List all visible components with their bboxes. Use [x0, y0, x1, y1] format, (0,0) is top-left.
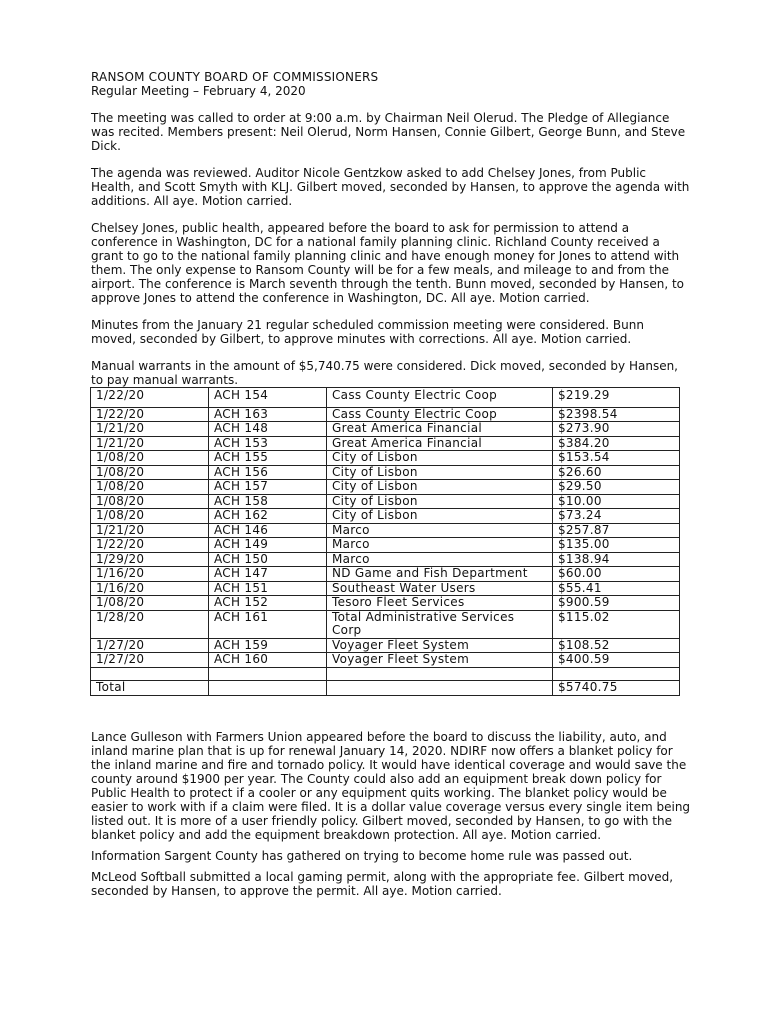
warrant-ach-number: ACH 149	[209, 538, 327, 553]
warrant-amount: $135.00	[553, 538, 680, 553]
table-row	[91, 451, 680, 466]
warrant-date: 1/08/20	[91, 509, 209, 524]
warrant-date: 1/08/20	[91, 480, 209, 495]
warrant-amount: $60.00	[553, 567, 680, 582]
warrant-date: 1/22/20	[91, 407, 209, 422]
paragraph-agenda: The agenda was reviewed. Auditor Nicole Gentzkow asked to add Chelsey Jones, from Public Health, and Scott Smyth with KLJ. Gilbert moved, seconded by Hansen, to approve the agenda with additions. All aye. Motion carried.	[91, 166, 690, 208]
table-row	[91, 596, 680, 611]
warrant-vendor: Marco	[327, 523, 553, 538]
warrant-ach-number: ACH 146	[209, 523, 327, 538]
warrant-ach-number: ACH 150	[209, 552, 327, 567]
table-cell	[553, 667, 680, 680]
warrant-amount: $384.20	[553, 436, 680, 451]
warrant-vendor: City of Lisbon	[327, 465, 553, 480]
warrant-ach-number: ACH 163	[209, 407, 327, 422]
table-row-total	[91, 680, 680, 696]
after-table-section	[91, 730, 691, 898]
table-row	[91, 436, 680, 451]
warrant-vendor: City of Lisbon	[327, 509, 553, 524]
table-row	[91, 523, 680, 538]
table-row	[91, 653, 680, 668]
warrant-date: 1/29/20	[91, 552, 209, 567]
table-cell	[91, 667, 209, 680]
warrant-amount: $115.02	[553, 610, 680, 638]
table-row	[91, 538, 680, 553]
warrant-ach-number: ACH 160	[209, 653, 327, 668]
table-row	[91, 407, 680, 422]
warrant-date: 1/21/20	[91, 523, 209, 538]
table-row	[91, 465, 680, 480]
table-row	[91, 480, 680, 495]
paragraph-chelsey-jones: Chelsey Jones, public health, appeared before the board to ask for permission to attend a conference in Washington, DC for a national family planning clinic. Richland County received a grant to go to the national family planning clinic and have enough money for Jones to attend with them. The only expense to Ransom County will be for a few meals, and mileage to and from the airport. The conference is March seventh through the tenth. Bunn moved, seconded by Hansen, to approve Jones to attend the conference in Washington, DC. All aye. Motion carried.	[91, 221, 685, 305]
total-label: Total	[91, 680, 209, 696]
warrant-vendor: ND Game and Fish Department	[327, 567, 553, 582]
paragraph-minutes: Minutes from the January 21 regular scheduled commission meeting were considered. Bunn moved, seconded by Gilbert, to approve minutes with corrections. All aye. Motion carried.	[91, 318, 644, 346]
table-row-blank	[91, 667, 680, 680]
warrant-vendor: Tesoro Fleet Services	[327, 596, 553, 611]
warrant-ach-number: ACH 161	[209, 610, 327, 638]
warrant-ach-number: ACH 152	[209, 596, 327, 611]
warrant-amount: $2398.54	[553, 407, 680, 422]
warrants-table	[90, 387, 680, 696]
warrant-vendor: Cass County Electric Coop	[327, 388, 553, 408]
warrant-vendor: Voyager Fleet System	[327, 653, 553, 668]
warrant-vendor: City of Lisbon	[327, 480, 553, 495]
paragraph-call-to-order: The meeting was called to order at 9:00 a.m. by Chairman Neil Olerud. The Pledge of Allegiance was recited. Members present: Neil Olerud, Norm Hansen, Connie Gilbert, George Bunn, and Steve Dick.	[91, 111, 686, 153]
table-row	[91, 422, 680, 437]
warrant-amount: $26.60	[553, 465, 680, 480]
warrant-vendor: Voyager Fleet System	[327, 638, 553, 653]
warrant-vendor: Total Administrative Services Corp	[327, 610, 553, 638]
table-row	[91, 567, 680, 582]
warrant-vendor: City of Lisbon	[327, 451, 553, 466]
warrant-amount: $29.50	[553, 480, 680, 495]
warrant-date: 1/08/20	[91, 451, 209, 466]
warrant-amount: $400.59	[553, 653, 680, 668]
warrant-ach-number: ACH 159	[209, 638, 327, 653]
warrant-date: 1/16/20	[91, 567, 209, 582]
warrant-date: 1/08/20	[91, 494, 209, 509]
warrant-amount: $153.54	[553, 451, 680, 466]
warrant-vendor: Marco	[327, 552, 553, 567]
document-page	[91, 70, 691, 905]
warrant-ach-number: ACH 162	[209, 509, 327, 524]
table-row	[91, 552, 680, 567]
table-cell	[327, 667, 553, 680]
document-title: RANSOM COUNTY BOARD OF COMMISSIONERS	[91, 70, 379, 84]
warrant-date: 1/16/20	[91, 581, 209, 596]
warrant-ach-number: ACH 155	[209, 451, 327, 466]
paragraph-manual-warrants: Manual warrants in the amount of $5,740.75 were considered. Dick moved, seconded by Hansen, to pay manual warrants.	[91, 359, 678, 387]
warrant-ach-number: ACH 154	[209, 388, 327, 408]
table-row	[91, 610, 680, 638]
warrant-amount: $257.87	[553, 523, 680, 538]
warrant-amount: $219.29	[553, 388, 680, 408]
warrant-amount: $73.24	[553, 509, 680, 524]
warrant-vendor: Cass County Electric Coop	[327, 407, 553, 422]
paragraph-sargent-county: Information Sargent County has gathered on trying to become home rule was passed out.	[91, 849, 633, 863]
table-row	[91, 638, 680, 653]
warrant-vendor: Great America Financial	[327, 422, 553, 437]
warrant-amount: $138.94	[553, 552, 680, 567]
table-cell	[327, 680, 553, 696]
paragraph-lance-gulleson: Lance Gulleson with Farmers Union appeared before the board to discuss the liability, auto, and inland marine plan that is up for renewal January 14, 2020. NDIRF now offers a blanket policy for the inland marine and fire and tornado policy. It would have identical coverage and would save the county around $1900 per year. The County could also add an equipment break down policy for Public Health to protect if a cooler or any equipment quits working. The blanket policy would be easier to work with if a claim were filed. It is a dollar value coverage versus every single item being listed out. It is more of a user friendly policy. Gilbert moved, seconded by Hansen, to go with the blanket policy and add the equipment breakdown protection. All aye. Motion carried.	[91, 730, 691, 842]
warrant-amount: $10.00	[553, 494, 680, 509]
warrant-ach-number: ACH 151	[209, 581, 327, 596]
warrant-date: 1/27/20	[91, 638, 209, 653]
warrant-ach-number: ACH 157	[209, 480, 327, 495]
table-row	[91, 388, 680, 408]
warrant-date: 1/28/20	[91, 610, 209, 638]
table-cell	[209, 680, 327, 696]
warrant-ach-number: ACH 153	[209, 436, 327, 451]
warrant-date: 1/22/20	[91, 538, 209, 553]
warrant-vendor: Marco	[327, 538, 553, 553]
warrant-date: 1/21/20	[91, 436, 209, 451]
table-row	[91, 509, 680, 524]
warrant-amount: $108.52	[553, 638, 680, 653]
table-row	[91, 581, 680, 596]
document-subtitle: Regular Meeting – February 4, 2020	[91, 84, 306, 98]
table-cell	[209, 667, 327, 680]
warrant-amount: $55.41	[553, 581, 680, 596]
warrant-ach-number: ACH 158	[209, 494, 327, 509]
warrant-vendor: Southeast Water Users	[327, 581, 553, 596]
warrant-date: 1/08/20	[91, 465, 209, 480]
warrant-amount: $273.90	[553, 422, 680, 437]
warrant-date: 1/21/20	[91, 422, 209, 437]
warrant-date: 1/27/20	[91, 653, 209, 668]
warrant-ach-number: ACH 148	[209, 422, 327, 437]
warrant-date: 1/22/20	[91, 388, 209, 408]
table-row	[91, 494, 680, 509]
paragraph-mcleod-softball: McLeod Softball submitted a local gaming permit, along with the appropriate fee. Gilbert moved, seconded by Hansen, to approve the permit. All aye. Motion carried.	[91, 870, 674, 898]
warrant-date: 1/08/20	[91, 596, 209, 611]
warrant-vendor: Great America Financial	[327, 436, 553, 451]
warrant-ach-number: ACH 156	[209, 465, 327, 480]
warrant-vendor: City of Lisbon	[327, 494, 553, 509]
total-amount: $5740.75	[553, 680, 680, 696]
warrant-amount: $900.59	[553, 596, 680, 611]
warrant-ach-number: ACH 147	[209, 567, 327, 582]
